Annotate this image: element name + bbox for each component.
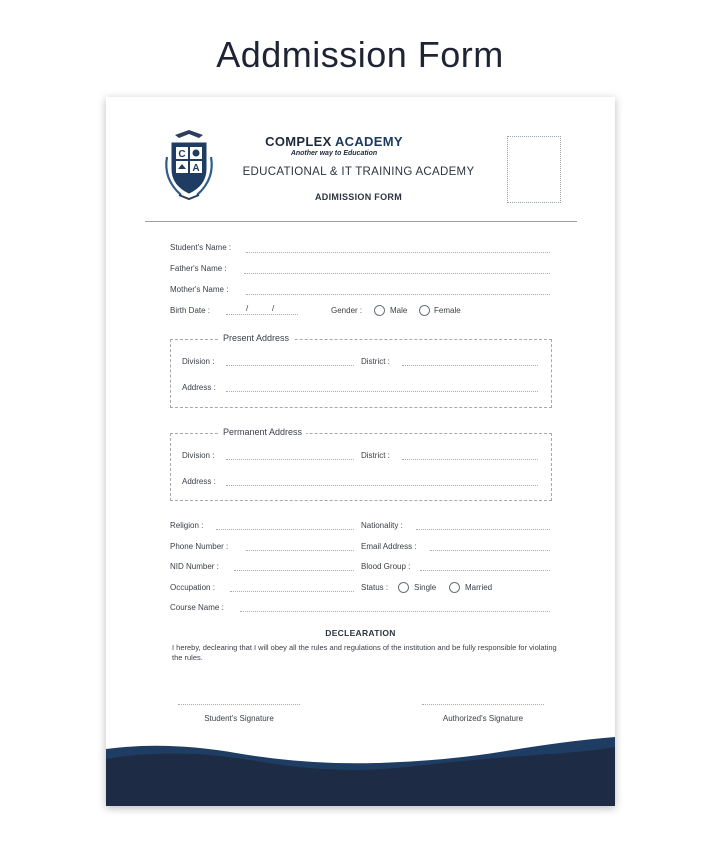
- logo-letter-c: C: [178, 149, 186, 160]
- blood-group-field[interactable]: [420, 570, 550, 571]
- gender-female-radio[interactable]: [419, 305, 430, 316]
- gender-male-radio[interactable]: [374, 305, 385, 316]
- father-name-field[interactable]: [244, 273, 550, 274]
- present-address-title: Present Address: [219, 333, 293, 343]
- birth-date-field[interactable]: [226, 314, 298, 315]
- academy-crest-logo: [161, 129, 217, 201]
- permanent-address-label: Address :: [182, 477, 216, 486]
- permanent-address-field[interactable]: [226, 485, 538, 486]
- header-divider: [145, 221, 577, 222]
- permanent-division-label: Division :: [182, 451, 215, 460]
- course-name-label: Course Name :: [170, 603, 224, 612]
- permanent-address-box: [170, 433, 552, 501]
- religion-label: Religion :: [170, 521, 204, 530]
- student-signature-line[interactable]: [178, 704, 300, 705]
- nationality-field[interactable]: [416, 529, 550, 530]
- occupation-field[interactable]: [230, 591, 354, 592]
- present-division-field[interactable]: [226, 365, 354, 366]
- gender-label: Gender :: [331, 306, 363, 315]
- present-division-label: Division :: [182, 357, 215, 366]
- declaration-text: I hereby, declearing that I will obey all the rules and regulations of the institution and be fully responsible for violating the rules.: [172, 643, 557, 662]
- email-field[interactable]: [430, 550, 550, 551]
- birth-date-separator-2: /: [272, 304, 275, 313]
- brand-word-1: COMPLEX: [265, 134, 332, 149]
- nid-field[interactable]: [234, 570, 354, 571]
- student-name-field[interactable]: [246, 252, 550, 253]
- status-single-radio[interactable]: [398, 582, 409, 593]
- declaration-title: DECLEARATION: [325, 628, 396, 638]
- footer-wave-decoration: [106, 737, 615, 806]
- religion-field[interactable]: [216, 529, 354, 530]
- birth-date-separator-1: /: [246, 304, 249, 313]
- form-title: ADIMISSION FORM: [315, 192, 402, 202]
- page-title: Addmission Form: [216, 34, 504, 75]
- nid-label: NID Number :: [170, 562, 219, 571]
- photo-box[interactable]: [507, 136, 561, 203]
- course-name-field[interactable]: [240, 611, 550, 612]
- permanent-district-field[interactable]: [402, 459, 538, 460]
- occupation-label: Occupation :: [170, 583, 215, 592]
- present-address-field[interactable]: [226, 391, 538, 392]
- academy-name: EDUCATIONAL & IT TRAINING ACADEMY: [242, 166, 475, 178]
- status-married-label: Married: [465, 583, 493, 592]
- phone-field[interactable]: [246, 550, 354, 551]
- status-married-radio[interactable]: [449, 582, 460, 593]
- permanent-address-title: Permanent Address: [219, 427, 306, 437]
- logo-letter-a: A: [192, 163, 200, 174]
- gender-male-label: Male: [390, 306, 408, 315]
- authorized-signature-line[interactable]: [422, 704, 544, 705]
- mother-name-field[interactable]: [246, 294, 550, 295]
- present-address-box: [170, 339, 552, 408]
- gender-female-label: Female: [434, 306, 461, 315]
- status-label: Status :: [361, 583, 389, 592]
- permanent-division-field[interactable]: [226, 459, 354, 460]
- permanent-district-label: District :: [361, 451, 390, 460]
- authorized-signature-label: Authorized's Signature: [442, 714, 524, 723]
- admission-form-sheet: [106, 97, 615, 806]
- mother-name-label: Mother's Name :: [170, 285, 229, 294]
- student-signature-label: Student's Signature: [204, 714, 274, 723]
- birth-date-label: Birth Date :: [170, 306, 211, 315]
- present-address-label: Address :: [182, 383, 216, 392]
- present-district-label: District :: [361, 357, 390, 366]
- present-district-field[interactable]: [402, 365, 538, 366]
- status-single-label: Single: [414, 583, 437, 592]
- father-name-label: Father's Name :: [170, 264, 227, 273]
- phone-label: Phone Number :: [170, 542, 229, 551]
- nationality-label: Nationality :: [361, 521, 403, 530]
- blood-group-label: Blood Group :: [361, 562, 411, 571]
- brand-name: [256, 134, 412, 149]
- brand-tagline: Another way to Education: [290, 150, 378, 157]
- student-name-label: Student's Name :: [170, 243, 232, 252]
- email-label: Email Address :: [361, 542, 417, 551]
- brand-word-2: ACADEMY: [331, 134, 403, 149]
